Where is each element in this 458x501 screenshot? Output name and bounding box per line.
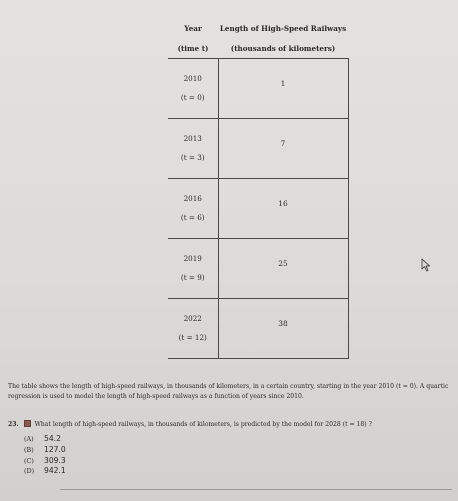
length-cell: 7 [218,118,348,178]
table-row [168,238,348,298]
question-text: What length of high-speed railways, in thousands of kilometers, is predicted by the model for 2028 (t = 18) ? [34,421,372,428]
table-row [168,118,348,178]
answer-choices [24,434,66,477]
choice-letter: (A) [24,435,34,443]
year-cell: 2016 (t = 6) [168,178,218,238]
length-column-header: Length of High-Speed Railways (thousands of kilometers) [219,24,347,53]
answer-choice-b[interactable] [24,445,66,456]
table-row [168,178,348,238]
mouse-pointer-icon [421,258,431,272]
year-column-header: Year (time t) [177,24,209,53]
problem-intro-text: The table shows the length of high-speed railways, in thousands of kilometers, in a certain country, starting in the year 2010 (t = 0). A quartic regression is used to model the length of high-speed railways as a function of years since 2010. [8,383,449,400]
year-cell: 2013 (t = 3) [168,118,218,178]
choice-value: 54.2 [44,434,61,443]
length-cell: 25 [218,238,348,298]
choice-letter: (D) [24,467,35,476]
calculator-icon [24,420,31,427]
length-cell: 1 [218,58,348,118]
question-23 [8,420,456,430]
table-header-row [168,6,348,58]
length-cell: 16 [218,178,348,238]
year-cell: 2022 (t = 12) [168,298,218,358]
choice-value: 309.3 [44,455,66,465]
railway-data-table [168,6,349,359]
question-number: 23. [8,421,19,428]
divider-line [60,489,452,490]
length-cell: 38 [218,298,348,358]
table-row [168,58,348,118]
year-cell: 2010 (t = 0) [168,58,218,118]
choice-letter: (C) [24,456,34,465]
table-row [168,298,348,358]
answer-choice-c[interactable] [24,456,66,467]
answer-choice-d[interactable] [24,466,66,477]
choice-letter: (B) [24,445,34,454]
answer-choice-a[interactable] [24,434,66,445]
choice-value: 127.0 [44,444,66,454]
choice-value: 942.1 [44,466,66,476]
year-cell: 2019 (t = 9) [168,238,218,298]
